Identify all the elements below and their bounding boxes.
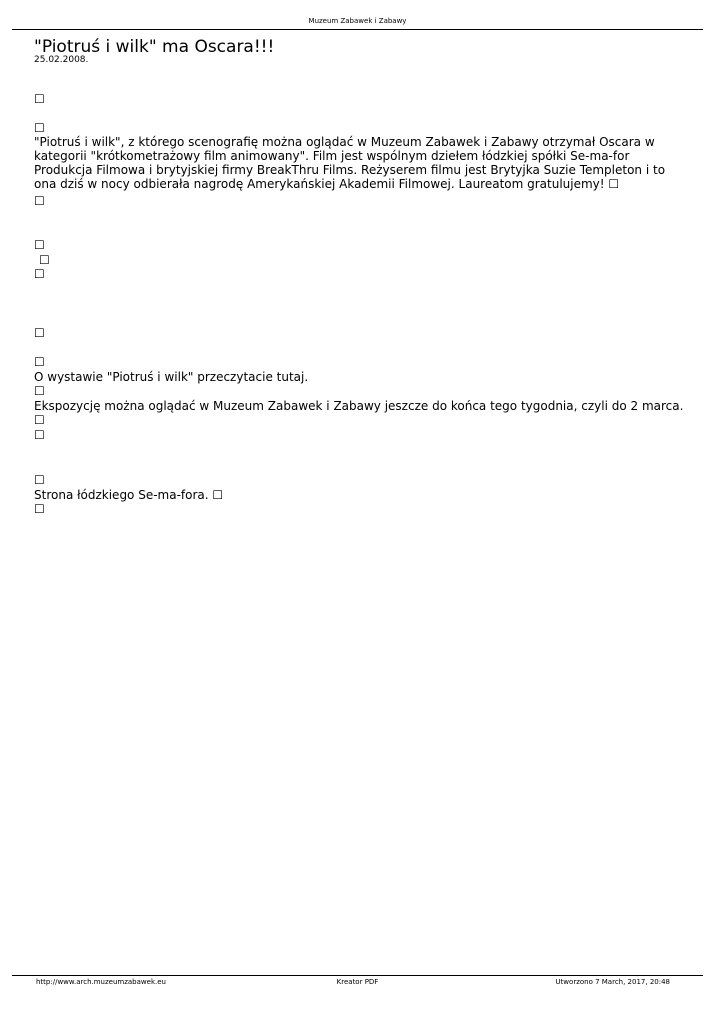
footer-generator: Kreator PDF (336, 978, 379, 986)
site-name: Muzeum Zabawek i Zabawy (308, 17, 407, 25)
exhibition-link[interactable]: O wystawie "Piotruś i wilk" przeczytacie tutaj. (34, 370, 309, 384)
article-paragraph: "Piotruś i wilk", z którego scenografię można oglądać w Muzeum Zabawek i Zabawy otrzymał Oscara w kategorii "krótkometrażowy film animowany". Film jest wspólnym dziełem łódzkiej spółki Se-ma-for Produkcja Filmowa i brytyjskiej firmy BreakThru Films. Reżyserem filmu jest Brytyjka Suzie Templeton i to ona dziś w nocy odbierała nagrodę Amerykańskiej Akademii Filmowej. Laureatom gratulujemy! ☐ (34, 135, 666, 191)
image-placeholder-icon: ☐ (39, 253, 50, 267)
exhibition-link-paragraph (34, 370, 684, 384)
image-placeholder-icon: ☐ (34, 121, 45, 135)
image-placeholder-icon: ☐ (34, 502, 45, 516)
article-title: "Piotruś i wilk" ma Oscara!!! (34, 37, 275, 57)
footer-created: Utworzono 7 March, 2017, 20:48 (555, 978, 670, 986)
semafor-link-paragraph (34, 488, 684, 502)
image-placeholder-icon: ☐ (34, 194, 45, 208)
semafor-link[interactable]: Strona łódzkiego Se-ma-fora. ☐ (34, 488, 224, 502)
article-paragraph: Ekspozycję można oglądać w Muzeum Zabawek i Zabawy jeszcze do końca tego tygodnia, czyli do 2 marca. ☐ (34, 399, 684, 427)
image-placeholder-icon: ☐ (34, 384, 45, 398)
image-placeholder-icon: ☐ (34, 355, 45, 369)
image-placeholder-icon: ☐ (34, 428, 45, 442)
image-placeholder-icon: ☐ (34, 267, 45, 281)
page-header (12, 15, 703, 30)
image-placeholder-icon: ☐ (34, 473, 45, 487)
image-placeholder-icon: ☐ (34, 326, 45, 340)
image-placeholder-icon: ☐ (34, 92, 45, 106)
footer-url: http://www.arch.muzeumzabawek.eu (36, 978, 166, 986)
article-date: 25.02.2008. (34, 55, 89, 65)
page-footer (12, 975, 703, 986)
image-placeholder-icon: ☐ (34, 238, 45, 252)
